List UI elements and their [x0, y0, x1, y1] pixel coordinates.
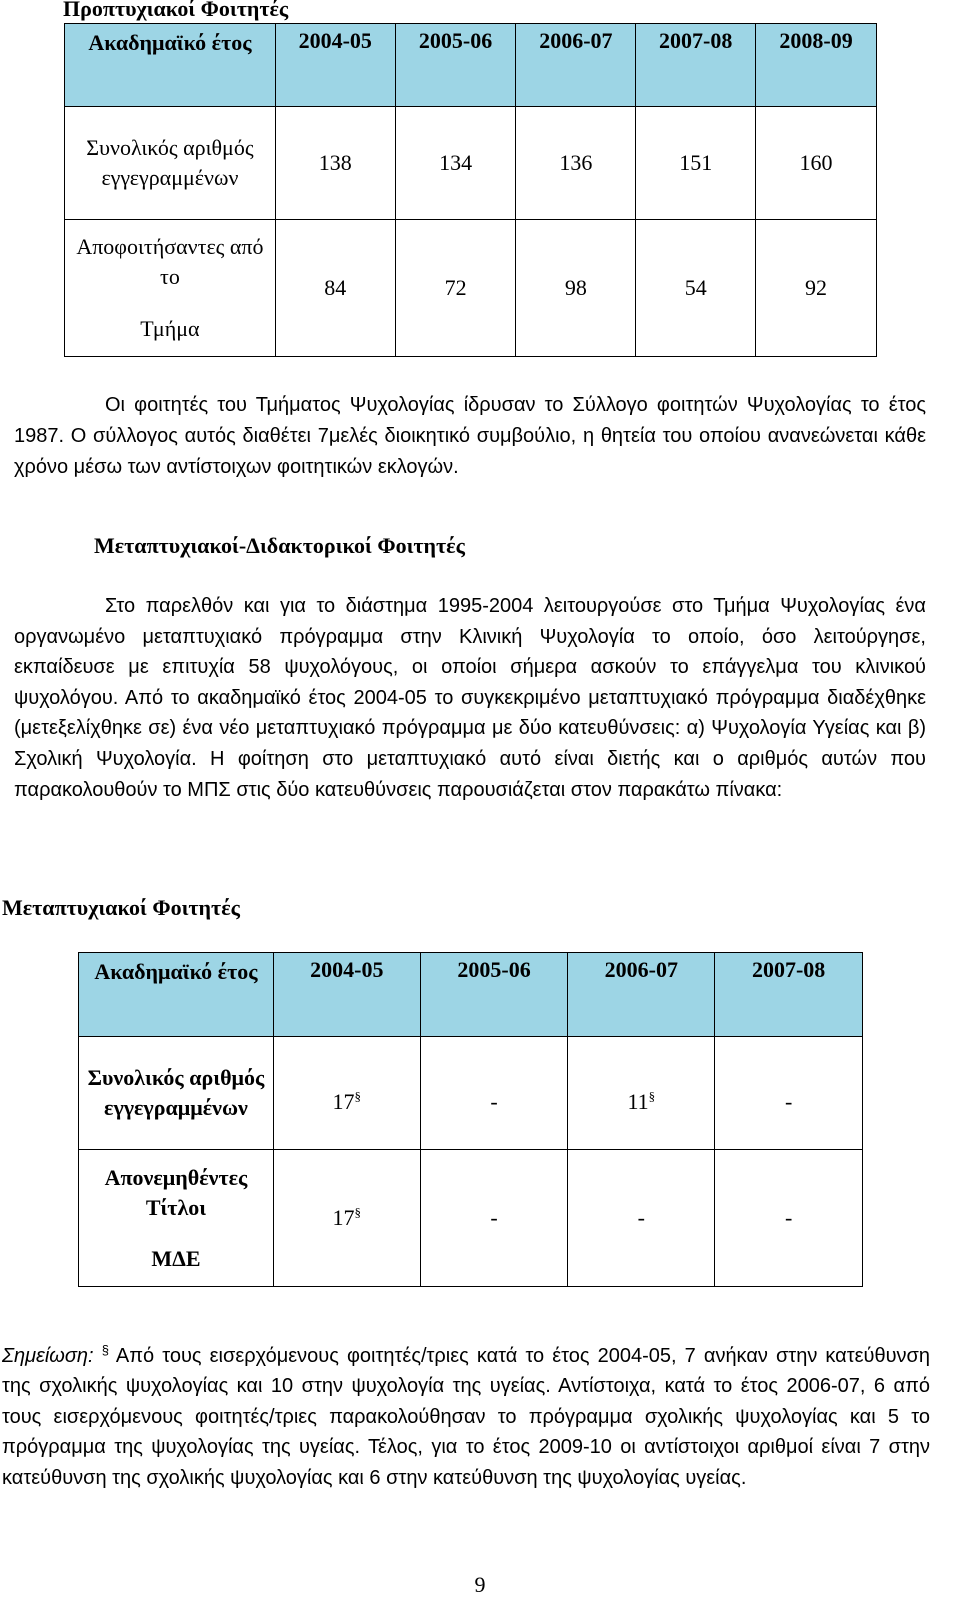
association-paragraph [14, 390, 926, 482]
table-cell [273, 1150, 420, 1287]
table-cell [273, 1037, 420, 1150]
note-paragraph [2, 1341, 930, 1493]
row-label-line: ΜΔΕ [151, 1245, 201, 1271]
table-cell: 54 [636, 220, 756, 357]
table-row [79, 1037, 863, 1150]
table-cell [568, 1037, 715, 1150]
table-cell: - [715, 1037, 863, 1150]
table-cell: 160 [756, 107, 877, 220]
undergrad-title: Προπτυχιακοί Φοιτητές [63, 0, 289, 21]
header-cell: 2004-05 [275, 24, 395, 107]
header-cell: 2004-05 [273, 953, 420, 1037]
header-cell: Ακαδημαϊκό έτος [79, 953, 274, 1037]
postgrad-heading: Μεταπτυχιακοί-Διδακτορικοί Φοιτητές [94, 533, 465, 558]
table-row [65, 107, 877, 220]
header-cell: 2008-09 [756, 24, 877, 107]
row-label: Συνολικός αριθμός εγγεγραμμένων [79, 1037, 274, 1150]
header-cell: 2006-07 [516, 24, 636, 107]
header-cell: 2005-06 [395, 24, 516, 107]
postgrad-table-title: Μεταπτυχιακοί Φοιτητές [2, 895, 240, 920]
table-cell: 138 [275, 107, 395, 220]
header-cell: 2007-08 [715, 953, 863, 1037]
header-cell: 2007-08 [636, 24, 756, 107]
note-label: Σημείωση: [2, 1345, 94, 1367]
page-number: 9 [474, 1572, 486, 1597]
row-label-line: Τμήμα [140, 316, 200, 341]
table-row [79, 1150, 863, 1287]
note-text: Από τους εισερχόμενους φοιτητές/τριες κατά το έτος 2004-05, 7 ανήκαν στην κατεύθυνση της σχολικής ψυχολογίας και 10 στην ψυχολογία της υγείας. Αντίστοιχα, κατά το έτος 2006-07, 6 από τους εισερχόμενους φοιτητές/τριες παρακολούθησαν το πρόγραμμα σχολικής ψυχολογίας και 5 το πρόγραμμα της ψυχολογίας της υγείας. Τέλος, για το έτος 2009-10 οι αντίστοιχοι αριθμοί είναι 7 στην κατεύθυνση της σχολικής ψυχολογίας και 6 στην κατεύθυνση της ψυχολογίας υγείας. [2, 1345, 931, 1489]
undergrad-header-row [65, 24, 877, 107]
row-label [79, 1150, 274, 1287]
table-cell: 72 [395, 220, 516, 357]
row-label [65, 220, 276, 357]
postgrad-paragraph [14, 591, 926, 805]
table-cell: - [568, 1150, 715, 1287]
row-label-line: Αποφοιτήσαντες από το [76, 234, 264, 289]
row-label: Συνολικός αριθμός εγγεγραμμένων [65, 107, 276, 220]
footnote-mark: § [101, 1342, 109, 1358]
footnote-mark: § [648, 1088, 656, 1104]
table-cell: - [420, 1037, 568, 1150]
cell-value: 11 [627, 1089, 649, 1114]
cell-value: 17 [332, 1089, 355, 1114]
table-cell: 136 [516, 107, 636, 220]
paragraph-text: Στο παρελθόν και για το διάστημα 1995-2004 λειτουργούσε στο Τμήμα Ψυχολογίας ένα οργανωμένο μεταπτυχιακό πρόγραμμα στην Κλινική Ψυχολογία το οποίο, όσο λειτούργησε, εκπαίδευσε με επιτυχία 58 ψυχολόγους, οι οποίοι σήμερα ασκούν το επάγγελμα του κλινικού ψυχολόγου. Από το ακαδημαϊκό έτος 2004-05 το συγκεκριμένο μεταπτυχιακό πρόγραμμα διαδέχθηκε (μετεξελίχθηκε σε) ένα νέο μεταπτυχιακό πρόγραμμα με δύο κατευθύνσεις: α) Ψυχολογία Υγείας και β) Σχολική Ψυχολογία. Η φοίτηση στο μεταπτυχιακό αυτό είναι διετής και ο αριθμός αυτών που παρακολουθούν το ΜΠΣ στις δύο κατευθύνσεις παρουσιάζεται στον παρακάτω πίνακα: [14, 595, 926, 801]
table-cell: 92 [756, 220, 877, 357]
table-cell: 98 [516, 220, 636, 357]
table-cell: 134 [395, 107, 516, 220]
header-cell: Ακαδημαϊκό έτος [65, 24, 276, 107]
table-cell: 84 [275, 220, 395, 357]
postgrad-table [78, 952, 863, 1287]
row-label-line: Απονεμηθέντες Τίτλοι [104, 1164, 248, 1220]
header-cell: 2006-07 [568, 953, 715, 1037]
table-cell: 151 [636, 107, 756, 220]
footnote-mark: § [354, 1088, 362, 1104]
cell-value: 17 [332, 1205, 355, 1230]
paragraph-text: Οι φοιτητές του Τμήματος Ψυχολογίας ίδρυσαν το Σύλλογο φοιτητών Ψυχολογίας το έτος 1987. Ο σύλλογος αυτός διαθέτει 7μελές διοικητικό συμβούλιο, η θητεία του οποίου ανανεώνεται κάθε χρόνο μέσω των αντίστοιχων φοιτητικών εκλογών. [14, 394, 926, 478]
postgrad-header-row [79, 953, 863, 1037]
undergrad-table [64, 23, 877, 357]
table-row [65, 220, 877, 357]
table-cell: - [420, 1150, 568, 1287]
table-cell: - [715, 1150, 863, 1287]
header-cell: 2005-06 [420, 953, 568, 1037]
footnote-mark: § [354, 1204, 362, 1220]
